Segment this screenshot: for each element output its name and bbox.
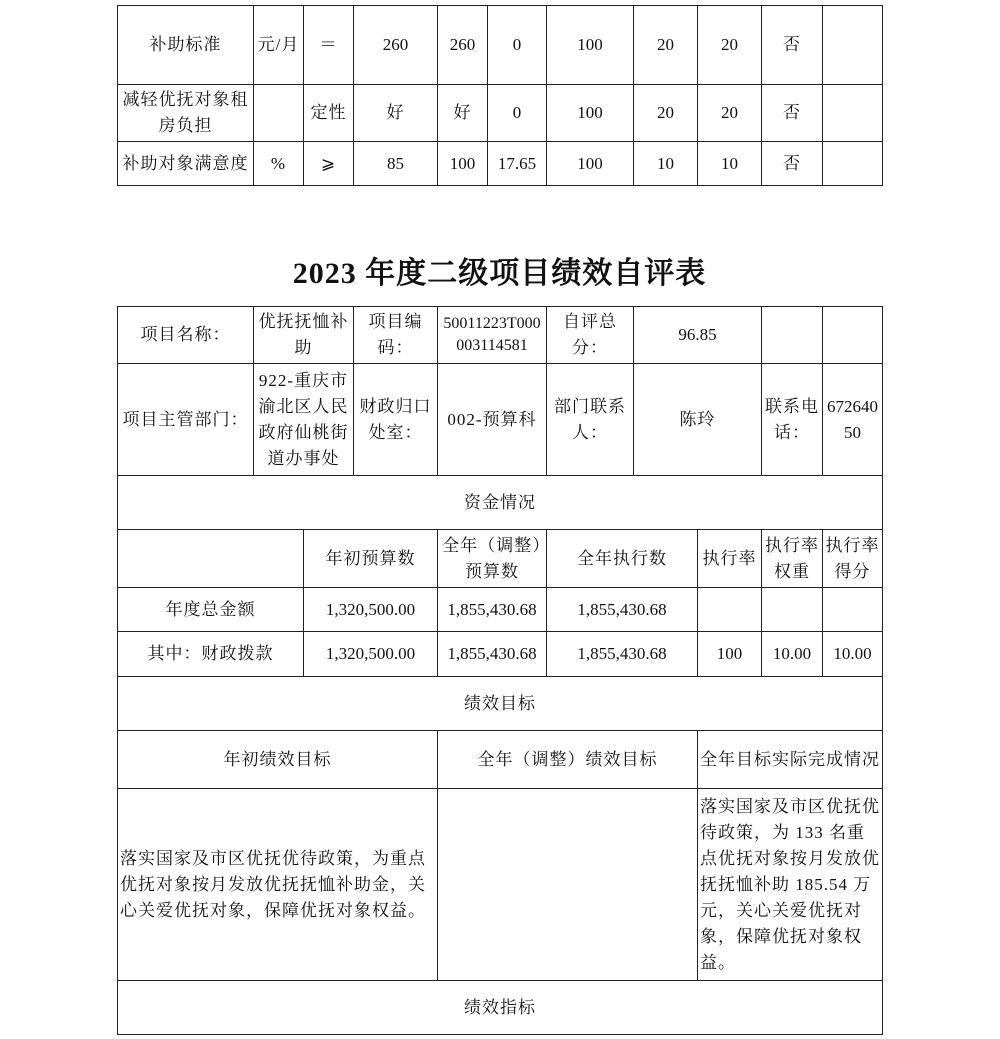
phone-label: 联系电话： bbox=[762, 364, 823, 476]
indicator-weight: 20 bbox=[634, 6, 698, 85]
indicator-operator: ⩾ bbox=[304, 142, 354, 186]
funds-weight bbox=[762, 588, 823, 632]
project-code-label: 项目编码： bbox=[354, 307, 438, 364]
indicator-target: 260 bbox=[354, 6, 438, 85]
indicators-section-row bbox=[118, 981, 883, 1035]
indicator-deviation: 17.65 bbox=[488, 142, 547, 186]
funds-initial: 1,320,500.00 bbox=[304, 588, 438, 632]
indicator-actual: 好 bbox=[438, 85, 488, 142]
initial-goal-text: 落实国家及市区优抚优待政策，为重点优抚对象按月发放优抚抚恤补助金，关心关爱优抚对象，保障优抚对象权益。 bbox=[118, 789, 438, 981]
indicator-score: 20 bbox=[698, 6, 762, 85]
table-row bbox=[118, 85, 883, 142]
table-row bbox=[118, 142, 883, 186]
indicator-rate: 100 bbox=[547, 6, 634, 85]
header-adjusted-budget: 全年（调整）预算数 bbox=[438, 530, 547, 588]
goals-section-row bbox=[118, 677, 883, 731]
funds-score bbox=[823, 588, 883, 632]
indicator-name: 补助对象满意度 bbox=[118, 142, 254, 186]
indicator-deviation: 0 bbox=[488, 6, 547, 85]
funds-rate bbox=[698, 588, 762, 632]
project-name: 优抚抚恤补助 bbox=[254, 307, 354, 364]
funds-row-label: 年度总金额 bbox=[118, 588, 304, 632]
indicator-rows bbox=[118, 6, 883, 186]
indicator-unit bbox=[254, 85, 304, 142]
finance-office: 002-预算科 bbox=[438, 364, 547, 476]
funds-row-label: 其中：财政拨款 bbox=[118, 632, 304, 677]
indicator-name: 减轻优抚对象租房负担 bbox=[118, 85, 254, 142]
header-rate-score: 执行率得分 bbox=[823, 530, 883, 588]
contact-name: 陈玲 bbox=[634, 364, 762, 476]
project-name-label: 项目名称： bbox=[118, 307, 254, 364]
funds-executed: 1,855,430.68 bbox=[547, 632, 698, 677]
indicator-name: 补助标准 bbox=[118, 6, 254, 85]
adjusted-goal-text bbox=[438, 789, 698, 981]
indicator-flag: 否 bbox=[762, 85, 823, 142]
indicator-target: 好 bbox=[354, 85, 438, 142]
indicator-deviation: 0 bbox=[488, 85, 547, 142]
indicator-note bbox=[823, 142, 883, 186]
funds-section-title: 资金情况 bbox=[118, 476, 883, 530]
header-rate-weight: 执行率权重 bbox=[762, 530, 823, 588]
header-executed: 全年执行数 bbox=[547, 530, 698, 588]
indicator-note bbox=[823, 6, 883, 85]
indicator-rate: 100 bbox=[547, 85, 634, 142]
indicators-section-title: 绩效指标 bbox=[118, 981, 883, 1035]
indicator-score: 20 bbox=[698, 85, 762, 142]
page-title: 2023 年度二级项目绩效自评表 bbox=[292, 257, 707, 290]
funds-adjusted: 1,855,430.68 bbox=[438, 632, 547, 677]
indicator-note bbox=[823, 85, 883, 142]
header-exec-rate: 执行率 bbox=[698, 530, 762, 588]
indicator-flag: 否 bbox=[762, 6, 823, 85]
funds-initial: 1,320,500.00 bbox=[304, 632, 438, 677]
header-adjusted-goal: 全年（调整）绩效目标 bbox=[438, 731, 698, 789]
indicator-table-continued bbox=[117, 5, 883, 186]
project-info-row bbox=[118, 307, 883, 364]
goals-section-title: 绩效目标 bbox=[118, 677, 883, 731]
funds-fiscal-row bbox=[118, 632, 883, 677]
header-initial-goal: 年初绩效目标 bbox=[118, 731, 438, 789]
funds-total-row bbox=[118, 588, 883, 632]
indicator-actual: 100 bbox=[438, 142, 488, 186]
indicator-rate: 100 bbox=[547, 142, 634, 186]
project-code: 50011223T000003114581 bbox=[438, 307, 547, 364]
indicator-score: 10 bbox=[698, 142, 762, 186]
funds-header-row bbox=[118, 530, 883, 588]
indicator-weight: 20 bbox=[634, 85, 698, 142]
goals-header-row bbox=[118, 731, 883, 789]
indicator-operator: ＝ bbox=[304, 6, 354, 85]
funds-section-row bbox=[118, 476, 883, 530]
dept-name: 922-重庆市渝北区人民政府仙桃街道办事处 bbox=[254, 364, 354, 476]
dept-label: 项目主管部门： bbox=[118, 364, 254, 476]
indicator-target: 85 bbox=[354, 142, 438, 186]
funds-rate: 100 bbox=[698, 632, 762, 677]
funds-score: 10.00 bbox=[823, 632, 883, 677]
phone-number: 67264050 bbox=[823, 364, 883, 476]
funds-weight: 10.00 bbox=[762, 632, 823, 677]
contact-label: 部门联系人： bbox=[547, 364, 634, 476]
indicator-weight: 10 bbox=[634, 142, 698, 186]
department-row bbox=[118, 364, 883, 476]
finance-label: 财政归口处室： bbox=[354, 364, 438, 476]
header-actual-completion: 全年目标实际完成情况 bbox=[698, 731, 883, 789]
self-score-label: 自评总分： bbox=[547, 307, 634, 364]
self-score: 96.85 bbox=[634, 307, 762, 364]
indicator-unit: 元/月 bbox=[254, 6, 304, 85]
table-row bbox=[118, 6, 883, 85]
funds-adjusted: 1,855,430.68 bbox=[438, 588, 547, 632]
funds-executed: 1,855,430.68 bbox=[547, 588, 698, 632]
indicator-flag: 否 bbox=[762, 142, 823, 186]
header-initial-budget: 年初预算数 bbox=[304, 530, 438, 588]
self-evaluation-table bbox=[117, 306, 883, 1035]
indicator-actual: 260 bbox=[438, 6, 488, 85]
actual-completion-text: 落实国家及市区优抚优待政策，为 133 名重点优抚对象按月发放优抚抚恤补助 185.54 万元，关心关爱优抚对象，保障优抚对象权益。 bbox=[698, 789, 883, 981]
indicator-unit: % bbox=[254, 142, 304, 186]
goals-content-row bbox=[118, 789, 883, 981]
indicator-operator: 定性 bbox=[304, 85, 354, 142]
